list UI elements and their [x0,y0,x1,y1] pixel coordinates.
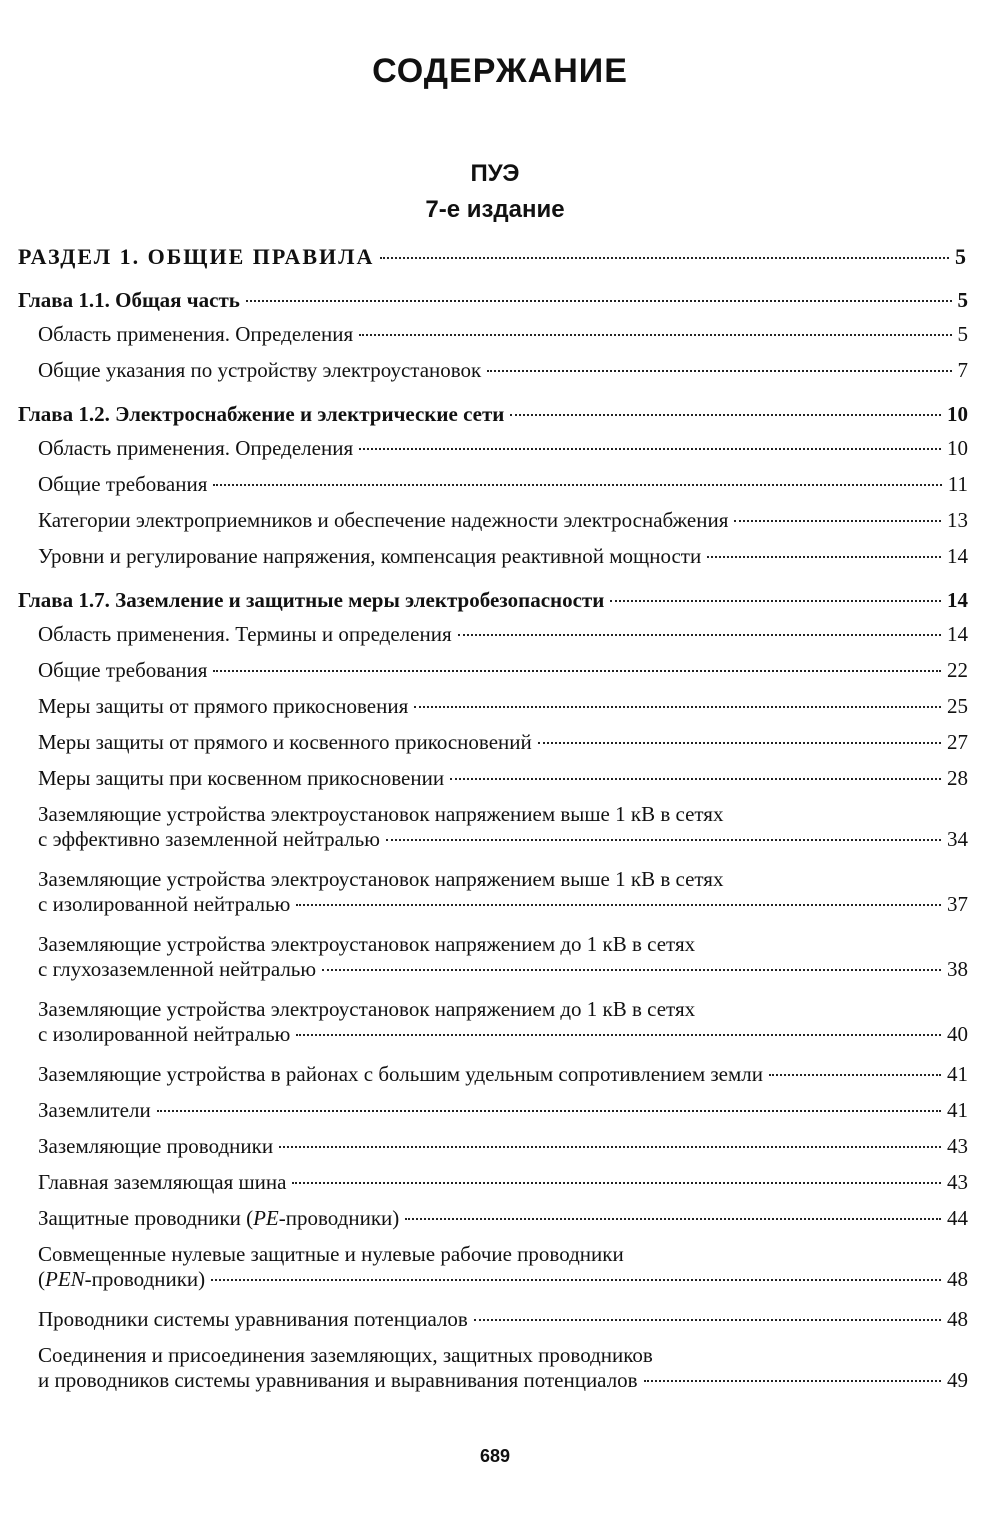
dot-leader [213,670,941,672]
dot-leader [707,556,941,558]
dot-leader [279,1146,941,1148]
dot-leader [211,1279,941,1281]
page-ref: 48 [947,1267,968,1291]
document-subtitle: ПУЭ [470,160,520,187]
page-ref: 11 [947,472,968,496]
page-title: СОДЕРЖАНИЕ [372,52,628,90]
page-ref: 34 [947,827,968,851]
page-ref: 41 [947,1098,968,1122]
page-number: 689 [479,1446,511,1466]
toc-item[interactable]: Заземляющие проводники 43 [38,1134,968,1158]
toc-item[interactable]: Область применения. Определения 10 [38,436,968,460]
toc-item[interactable]: Меры защиты от прямого прикосновения 25 [38,694,968,718]
dot-leader [405,1218,941,1220]
toc-item[interactable]: Главная заземляющая шина 43 [38,1170,968,1194]
dot-leader [487,370,951,372]
dot-leader [157,1110,941,1112]
dot-leader [538,742,941,744]
toc-chapter-1-2[interactable]: Глава 1.2. Электроснабжение и электрические сети 10 [18,402,968,426]
toc-item[interactable]: Область применения. Термины и определения 14 [38,622,968,646]
dot-leader [734,520,941,522]
page-ref: 49 [947,1368,968,1392]
toc-chapter-1-7[interactable]: Глава 1.7. Заземление и защитные меры электробезопасности 14 [18,588,968,612]
dot-leader [386,839,941,841]
page-ref: 14 [947,544,968,568]
page-ref: 25 [947,694,968,718]
dot-leader [450,778,941,780]
page-ref: 7 [957,358,968,382]
page-ref: 40 [947,1022,968,1046]
toc-item[interactable]: Совмещенные нулевые защитные и нулевые рабочие проводники (PEN-проводники) 48 [38,1242,968,1291]
toc-item[interactable]: Область применения. Определения 5 [38,322,968,346]
dot-leader [510,414,941,416]
toc-section-1[interactable]: РАЗДЕЛ 1. ОБЩИЕ ПРАВИЛА 5 [18,244,968,269]
toc-item[interactable]: Меры защиты при косвенном прикосновении 28 [38,766,968,790]
page-ref: 27 [947,730,968,754]
page-ref: 41 [947,1062,968,1086]
dot-leader [380,257,949,259]
dot-leader [414,706,941,708]
toc-item[interactable]: Категории электроприемников и обеспечение надежности электроснабжения 13 [38,508,968,532]
toc-item[interactable]: Общие требования 22 [38,658,968,682]
page-ref: 5 [957,288,968,312]
dot-leader [213,484,941,486]
page-ref: 28 [947,766,968,790]
page-ref: 5 [955,244,968,269]
toc-item[interactable]: Защитные проводники (PE-проводники) 44 [38,1206,968,1230]
page-ref: 22 [947,658,968,682]
toc-item[interactable]: Общие требования 11 [38,472,968,496]
toc-item[interactable]: Проводники системы уравнивания потенциалов 48 [38,1307,968,1331]
dot-leader [474,1319,941,1321]
page-ref: 44 [947,1206,968,1230]
toc-item[interactable]: Заземляющие устройства в районах с большим удельным сопротивлением земли 41 [38,1062,968,1086]
toc-item[interactable]: Заземляющие устройства электроустановок напряжением до 1 кВ в сетях с глухозаземленной нейтралью 38 [38,932,968,981]
page-ref: 43 [947,1134,968,1158]
dot-leader [610,600,941,602]
page-ref: 10 [947,402,968,426]
dot-leader [322,969,941,971]
dot-leader [296,1034,941,1036]
page-ref: 14 [947,622,968,646]
toc-chapter-1-1[interactable]: Глава 1.1. Общая часть 5 [18,288,968,312]
page-ref: 43 [947,1170,968,1194]
dot-leader [644,1380,941,1382]
dot-leader [359,448,941,450]
dot-leader [458,634,941,636]
page-ref: 5 [957,322,968,346]
page-ref: 37 [947,892,968,916]
page-ref: 13 [947,508,968,532]
toc-item[interactable]: Заземляющие устройства электроустановок напряжением выше 1 кВ в сетях с эффективно заземленной нейтралью 34 [38,802,968,851]
toc-item[interactable]: Соединения и присоединения заземляющих, защитных проводников и проводников системы уравнивания и выравнивания потенциалов 49 [38,1343,968,1392]
page-ref: 10 [947,436,968,460]
toc-item[interactable]: Уровни и регулирование напряжения, компенсация реактивной мощности 14 [38,544,968,568]
toc-item[interactable]: Заземляющие устройства электроустановок напряжением до 1 кВ в сетях с изолированной нейтралью 40 [38,997,968,1046]
dot-leader [296,904,941,906]
toc-item[interactable]: Заземляющие устройства электроустановок напряжением выше 1 кВ в сетях с изолированной нейтралью 37 [38,867,968,916]
toc-item[interactable]: Заземлители 41 [38,1098,968,1122]
dot-leader [246,300,952,302]
page-ref: 48 [947,1307,968,1331]
edition-label: 7-е издание [425,196,565,223]
table-of-contents [18,240,968,1404]
dot-leader [359,334,951,336]
page-ref: 14 [947,588,968,612]
toc-item[interactable]: Общие указания по устройству электроустановок 7 [38,358,968,382]
page-ref: 38 [947,957,968,981]
dot-leader [292,1182,941,1184]
toc-item[interactable]: Меры защиты от прямого и косвенного прикосновений 27 [38,730,968,754]
dot-leader [769,1074,941,1076]
